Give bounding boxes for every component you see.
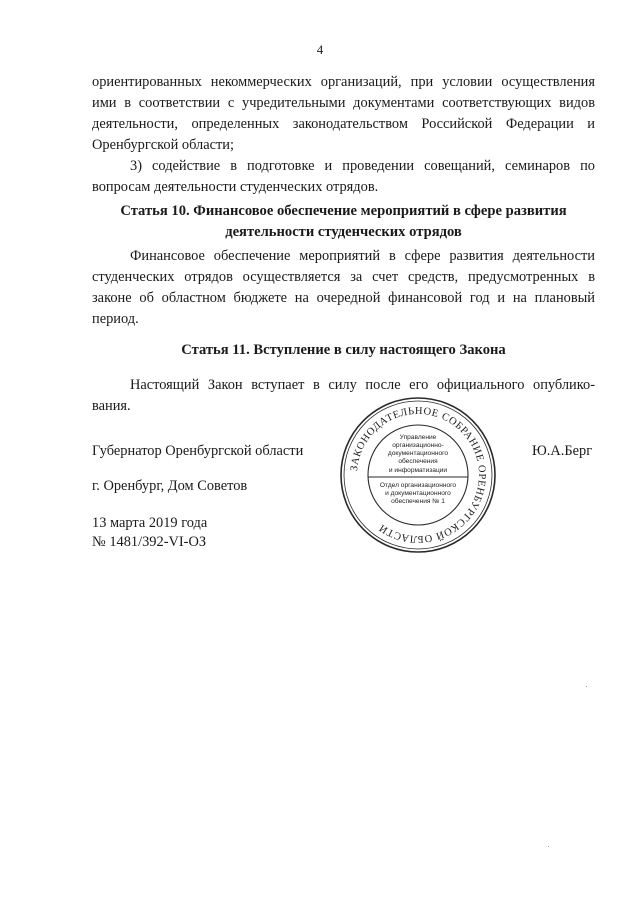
paragraph-1 xyxy=(92,72,595,156)
paragraph-line: ориентированных некоммерческих организаций, при условии осуществления xyxy=(92,74,595,90)
paragraph-2 xyxy=(92,156,595,198)
stamp-outer-ring xyxy=(341,398,495,552)
place: г. Оренбург, Дом Советов xyxy=(92,478,248,494)
stamp-inner-line: организационно- xyxy=(392,442,444,449)
scan-speck xyxy=(548,846,549,847)
signature-title: Губернатор Оренбургской области xyxy=(92,443,304,459)
article-10-body xyxy=(92,246,595,330)
paragraph-line: вопросам деятельности студенческих отрядов. xyxy=(92,179,379,195)
paragraph-line: Оренбургской области; xyxy=(92,137,234,153)
stamp-inner-line: и информатизации xyxy=(388,467,448,474)
stamp-inner-line: Отдел организационного xyxy=(379,482,457,489)
stamp-inner-line: обеспечения № 1 xyxy=(391,498,445,505)
stamp-inner-line: документационного xyxy=(387,450,449,457)
paragraph-line: Финансовое обеспечение мероприятий в сфере развития деятельности xyxy=(130,248,595,264)
paragraph-line: Настоящий Закон вступает в силу после его официального опублико- xyxy=(130,377,595,393)
paragraph-line: студенческих отрядов осуществляется за счет средств, предусмотренных в xyxy=(92,269,595,285)
stamp-inner-line: обеспечения xyxy=(398,458,438,465)
paragraph-line: законе об областном бюджете на очередной финансовой год и на плановый xyxy=(92,290,595,306)
paragraph-line: период. xyxy=(92,311,139,327)
official-stamp xyxy=(338,395,498,555)
stamp-inner-text xyxy=(380,434,457,505)
heading-line: Статья 10. Финансовое обеспечение мероприятий в сфере развития xyxy=(120,203,567,219)
article-10-heading xyxy=(92,201,595,243)
signature-name: Ю.А.Берг xyxy=(532,443,593,459)
page-number: 4 xyxy=(316,42,324,57)
date: 13 марта 2019 года xyxy=(92,515,208,531)
scan-speck xyxy=(586,686,587,687)
stamp-outer-ring-inner xyxy=(344,401,492,549)
paragraph-line: ими в соответствии с учредительными документами соответствующих видов xyxy=(92,95,595,111)
stamp-inner-line: и документационного xyxy=(385,490,451,497)
paragraph-line: вания. xyxy=(92,398,131,414)
paragraph-line: 3) содействие в подготовке и проведении совещаний, семинаров по xyxy=(130,158,595,174)
heading-line: деятельности студенческих отрядов xyxy=(225,224,462,240)
stamp-ring-text: ЗАКОНОДАТЕЛЬНОЕ СОБРАНИЕ ОРЕНБУРГСКОЙ ОБЛАСТИ xyxy=(349,405,488,545)
document-number: № 1481/392-VI-ОЗ xyxy=(92,534,207,550)
article-11-heading: Статья 11. Вступление в силу настоящего Закона xyxy=(181,342,506,358)
paragraph-line: деятельности, определенных законодательством Российской Федерации и xyxy=(92,116,595,132)
stamp-inner-line: Управление xyxy=(399,434,437,441)
